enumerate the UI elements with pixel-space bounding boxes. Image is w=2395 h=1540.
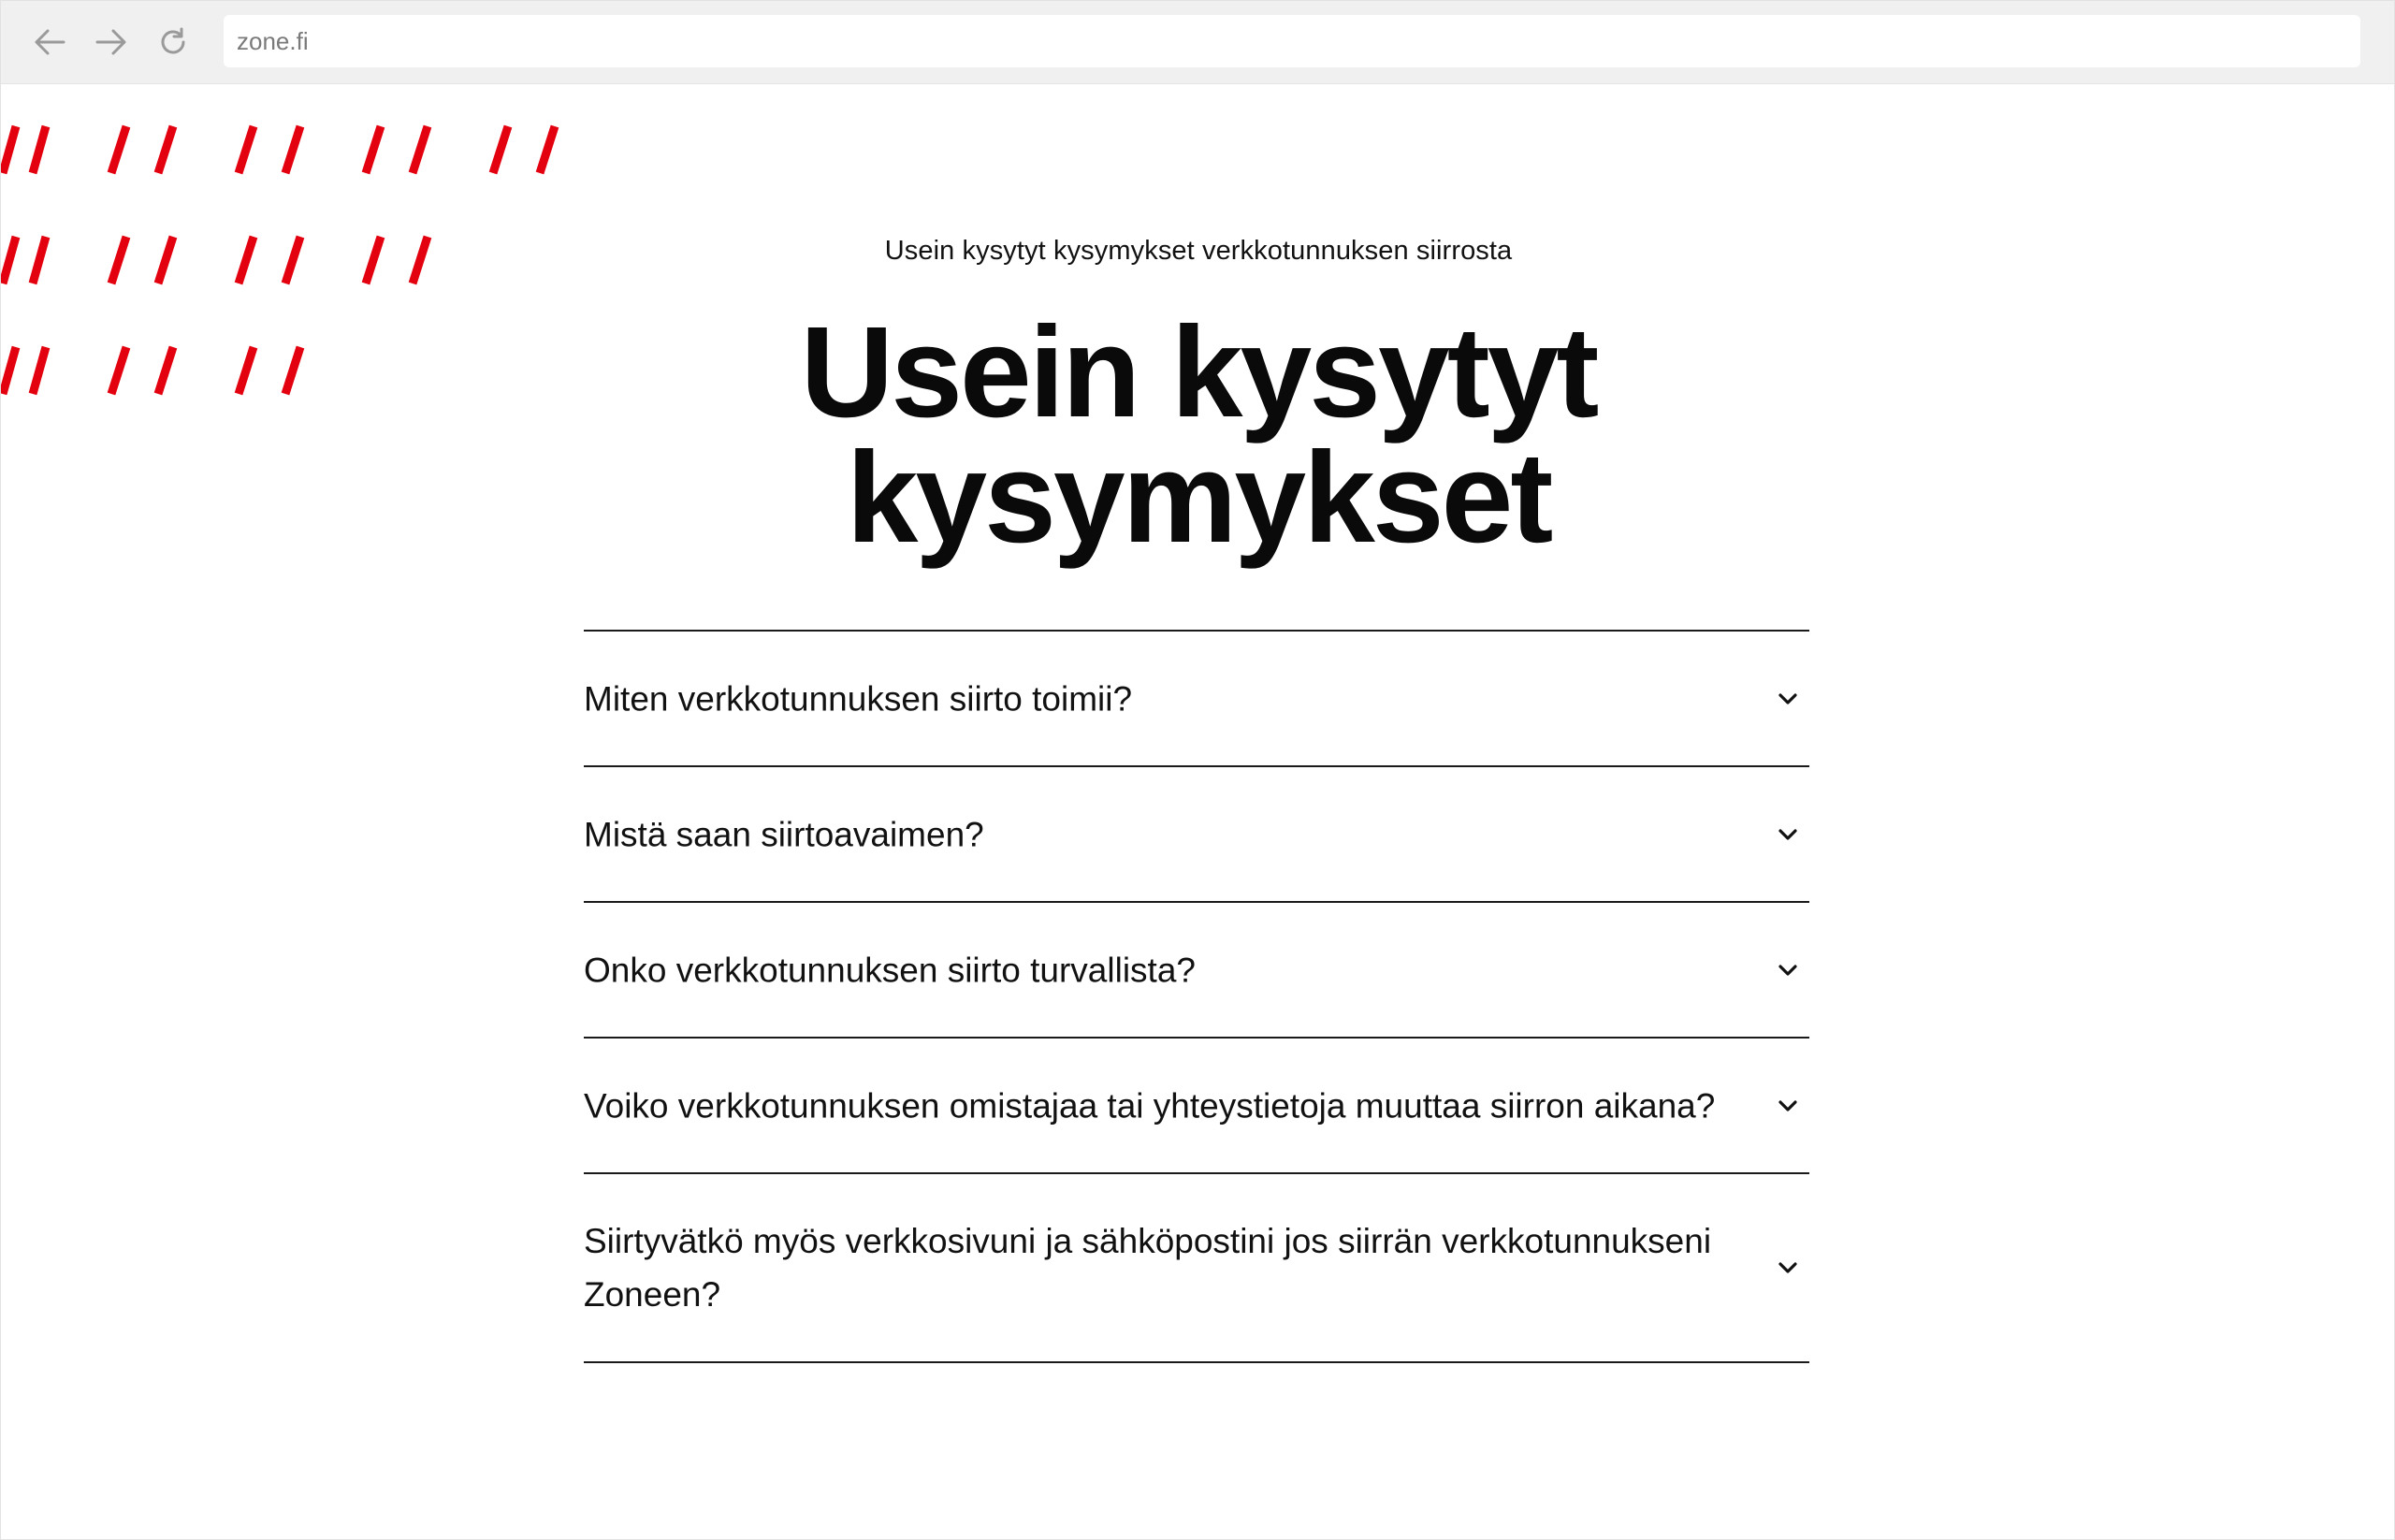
- faq-question: Onko verkkotunnuksen siirto turvallista?: [584, 951, 1196, 989]
- forward-button[interactable]: [91, 22, 132, 63]
- faq-question: Voiko verkkotunnuksen omistajaa tai yhteystietoja muuttaa siirron aikana?: [584, 1086, 1716, 1125]
- address-bar[interactable]: [224, 15, 2360, 67]
- browser-toolbar: [1, 1, 2394, 84]
- chevron-down-icon: [1776, 822, 1800, 847]
- faq-item[interactable]: [584, 632, 1809, 767]
- faq-question: Mistä saan siirtoavaimen?: [584, 815, 984, 853]
- faq-item[interactable]: [584, 1039, 1809, 1174]
- arrow-left-icon: [34, 28, 65, 56]
- faq-question: Siirtyvätkö myös verkkosivuni ja sähköpostini jos siirrän verkkotunnukseni Zoneen?: [584, 1222, 1712, 1314]
- faq-eyebrow: Usein kysytyt kysymykset verkkotunnuksen siirrosta: [884, 236, 1513, 266]
- page-title-line-1: Usein kysytyt: [800, 300, 1597, 444]
- faq-accordion: [584, 630, 1809, 1363]
- back-button[interactable]: [29, 22, 70, 63]
- reload-icon: [157, 26, 189, 58]
- url-text: zone.fi: [237, 26, 309, 55]
- page-title: [1, 300, 2395, 570]
- chevron-down-icon: [1776, 1094, 1800, 1118]
- faq-item[interactable]: [584, 767, 1809, 903]
- chevron-down-icon: [1776, 687, 1800, 711]
- chevron-down-icon: [1776, 958, 1800, 982]
- reload-button[interactable]: [152, 22, 194, 63]
- faq-question: Miten verkkotunnuksen siirto toimii?: [584, 679, 1133, 718]
- page-title-line-2: kysymykset: [846, 426, 1551, 570]
- arrow-right-icon: [95, 28, 127, 56]
- faq-item[interactable]: [584, 903, 1809, 1039]
- faq-item[interactable]: [584, 1174, 1809, 1363]
- chevron-down-icon: [1776, 1256, 1800, 1280]
